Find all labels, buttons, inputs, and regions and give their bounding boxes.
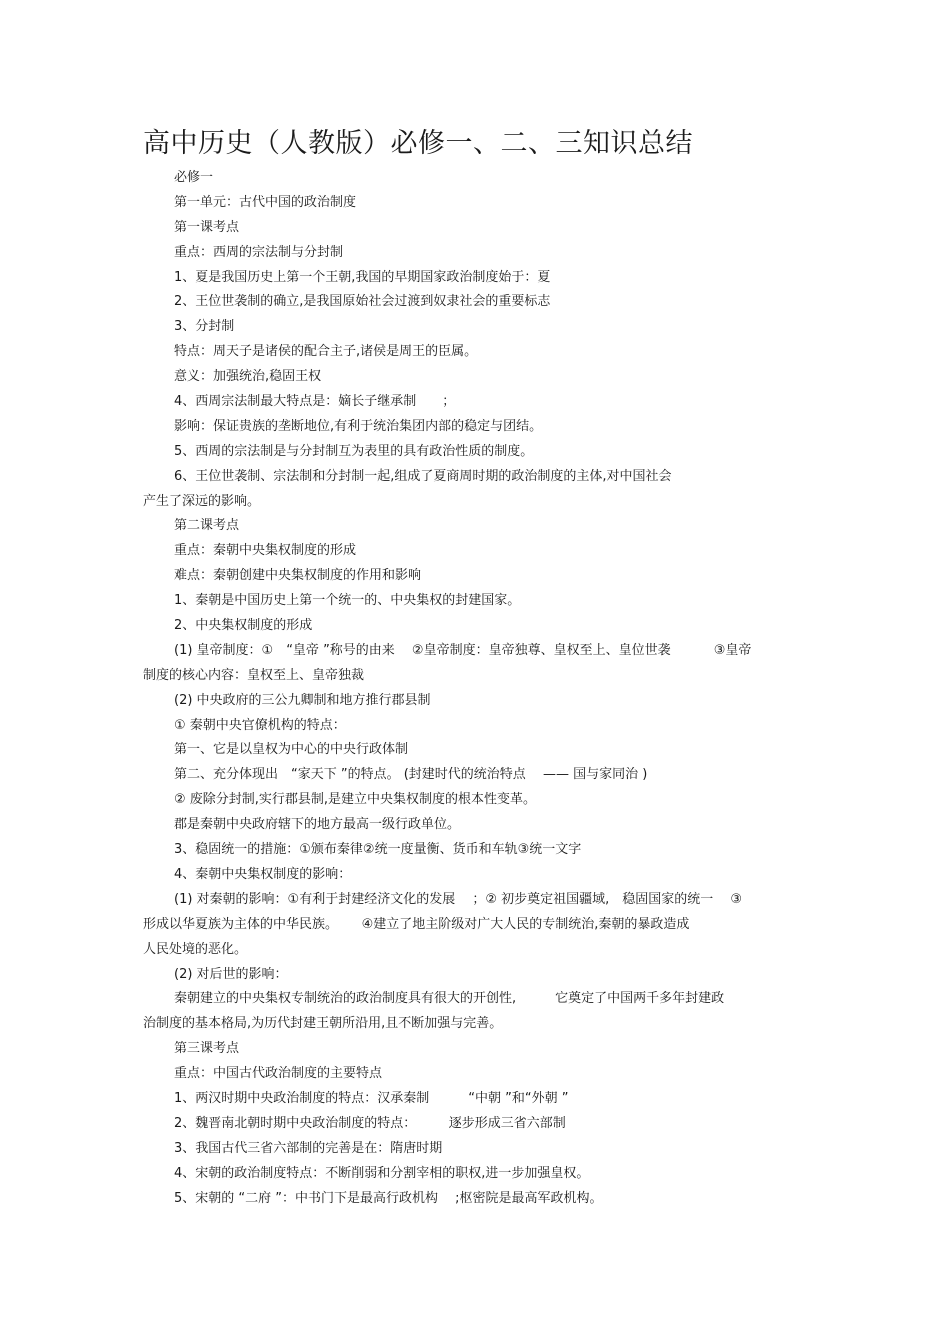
text-line: 4、西周宗法制最大特点是：嫡长子继承制 ；	[174, 394, 456, 410]
text-line: 重点：秦朝中央集权制度的形成	[174, 543, 357, 559]
text-line: 重点：西周的宗法制与分封制	[174, 244, 344, 260]
text-line: 治制度的基本格局,为历代封建王朝所沿用,且不断加强与完善。	[143, 1016, 503, 1032]
text-line: (1) 皇帝制度：① “皇帝 ”称号的由来 ②皇帝制度：皇帝独尊、皇权至上、皇位世袭 ③皇帝	[174, 642, 752, 658]
text-line: 制度的核心内容：皇权至上、皇帝独裁	[143, 667, 365, 683]
text-line: 特点：周天子是诸侯的配合主子,诸侯是周王的臣属。	[174, 344, 478, 360]
text-line: (2) 中央政府的三公九卿制和地方推行郡县制	[174, 692, 431, 708]
text-line: 难点：秦朝创建中央集权制度的作用和影响	[174, 568, 422, 584]
text-line: 必修一	[174, 170, 214, 185]
text-line: ② 废除分封制,实行郡县制,是建立中央集权制度的根本性变革。	[174, 792, 537, 808]
document-title: 高中历史（人教版）必修一、二、三知识总结	[143, 128, 693, 159]
text-line: 5、宋朝的 “二府 ”：中书门下是最高行政机构 ;枢密院是最高军政机构。	[174, 1190, 603, 1206]
text-line: 4、秦朝中央集权制度的影响：	[174, 866, 352, 882]
text-line: 产生了深远的影响。	[143, 493, 261, 509]
text-line: 2、中央集权制度的形成	[174, 618, 313, 634]
text-line: 1、两汉时期中央政治制度的特点：汉承秦制 “中朝 ”和“外朝 ”	[174, 1090, 569, 1106]
text-line: 3、稳固统一的措施：①颁布秦律②统一度量衡、货币和车轨③统一文字	[174, 842, 582, 858]
text-line: 影响：保证贵族的垄断地位,有利于统治集团内部的稳定与团结。	[174, 418, 543, 434]
text-line: 1、秦朝是中国历史上第一个统一的、中央集权的封建国家。	[174, 593, 521, 609]
text-line: 第二课考点	[174, 518, 240, 534]
text-line: 2、魏晋南北朝时期中央政治制度的特点： 逐步形成三省六部制	[174, 1115, 566, 1131]
text-line: 第一单元：古代中国的政治制度	[174, 194, 357, 210]
text-line: 郡是秦朝中央政府辖下的地方最高一级行政单位。	[174, 817, 461, 833]
text-line: 第三课考点	[174, 1041, 240, 1057]
text-line: (2) 对后世的影响：	[174, 966, 288, 982]
text-line: 第一课考点	[174, 219, 240, 235]
text-line: ① 秦朝中央官僚机构的特点：	[174, 717, 346, 733]
text-line: 秦朝建立的中央集权专制统治的政治制度具有很大的开创性, 它奠定了中国两千多年封建政	[174, 991, 725, 1007]
text-line: 3、我国古代三省六部制的完善是在：隋唐时期	[174, 1140, 443, 1156]
text-line: 意义：加强统治,稳固王权	[174, 369, 322, 385]
text-line: 1、夏是我国历史上第一个王朝,我国的早期国家政治制度始于：夏	[174, 269, 551, 285]
text-line: 重点：中国古代政治制度的主要特点	[174, 1066, 383, 1082]
text-line: 2、王位世袭制的确立,是我国原始社会过渡到奴隶社会的重要标志	[174, 294, 551, 310]
text-line: 第二、充分体现出 “家天下 ”的特点。 (封建时代的统治特点 —— 国与家同治 )	[174, 767, 648, 783]
text-line: 6、王位世袭制、宗法制和分封制一起,组成了夏商周时期的政治制度的主体,对中国社会	[174, 468, 672, 484]
text-line: 3、分封制	[174, 319, 235, 335]
text-line: 第一、它是以皇权为中心的中央行政体制	[174, 742, 409, 758]
document-body	[143, 166, 813, 1211]
text-line: 4、宋朝的政治制度特点：不断削弱和分割宰相的职权,进一步加强皇权。	[174, 1165, 590, 1181]
text-line: 人民处境的恶化。	[143, 941, 248, 957]
text-line: (1) 对秦朝的影响：①有利于封建经济文化的发展 ；② 初步奠定祖国疆域, 稳固国家的统一 ③	[174, 891, 743, 907]
text-line: 形成以华夏族为主体的中华民族。 ④建立了地主阶级对广大人民的专制统治,秦朝的暴政造成	[143, 916, 690, 932]
text-line: 5、西周的宗法制是与分封制互为表里的具有政治性质的制度。	[174, 443, 534, 459]
